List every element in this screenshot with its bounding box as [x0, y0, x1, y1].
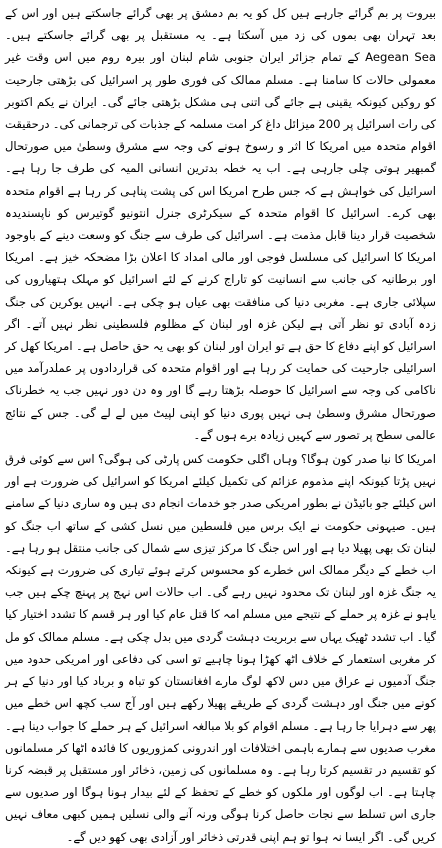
article-paragraph-2: امریکا کا نیا صدر کون ہوگا؟ وہاں اگلی حکومت کس پارٹی کی ہوگی؟ اس سے کوئی فرق نہیں پڑتا کیونکہ اپنے مذموم عزائم کی تکمیل کیلئے امریکا کو اسرائیل کی ضرورت ہے اور اس کیلئے جو بائیڈن نے بطور امریکی صدر جو خدمات انجام دی ہیں وہ ساری دنیا کے سامنے ہیں۔ صیہونی حکومت نے ایک برس میں فلسطین میں نسل کشی کے ساتھ اب جنگ کو لبنان تک بھی پھیلا دیا ہے اور اس جنگ کا مرکز تیزی سے شمال کی جانب منتقل ہو رہا ہے۔ اب خطے کے دیگر ممالک اس خطرے کو محسوس کرتے ہوئے تیاری کی ضرورت ہے کیونکہ یہ جنگ غزہ اور لبنان تک محدود نہیں رہے گی۔ اب حالات اس نہج پر پہنچ چکے ہیں جب یاہو نے غزہ پر حملے کے نتیجے میں مسلم امہ کا قتل عام کیا اور ہر قسم کا تشدد اختیار کیا گیا۔ اب تشدد ٹھیک یہاں سے بربریت دہشت گردی میں بدل چکی ہے۔ مسلم ممالک کو مل کر مغربی استعمار کے خلاف اٹھ کھڑا ہونا چاہیے تو اسی کی دفاعی اور امریکی حدود میں جنگ آدمیوں نے عراق میں دس لاکھ لوگ مارے افغانستان کو تباہ و برباد کیا اور دنیا کے ہر کونے میں جنگ اور دہشت گردی کے طریقے پھیلا رکھے ہیں اور آج سب کچھ اس خطے میں پھر سے دہرایا جا رہا ہے۔ مسلم اقوام کو بلا مبالغہ اسرائیل کے ہر حملے کا جواب دینا ہے۔ مغرب صدیوں سے ہمارے باہمی اختلافات اور اندرونی کمزوریوں کا فائدہ اٹھا کر مسلمانوں کو تقسیم در تقسیم کرتا رہا ہے۔ وہ مسلمانوں کی زمین، ذخائر اور مستقبل پر قبضہ کرنا چاہتا ہے۔ اب لوگوں اور ملکوں کو خطے کے تحفظ کے لئے بیدار ہونا ہوگا اور صدیوں سے جاری اس تسلط سے نجات حاصل کرنا ہوگی ورنہ آنے والی نسلیں ہمیں کبھی معاف نہیں کریں گی۔ اگر ایسا نہ ہوا تو ہم اپنی قدرتی ذخائر اور آزادی بھی کھو دیں گے۔	[5, 452, 436, 844]
article-paragraph-1: بیروت پر بم گرائے جارہے ہیں کل کو یہ بم دمشق پر بھی گرائے جاسکتے ہیں اور اس کے بعد تہران بھی بموں کی زد میں آسکتا ہے۔ یہ مستقبل پر بھی گرائے جاسکتے ہیں۔ Aegean Sea کے تمام جزائر ایران جنوبی شام لبنان اور بیرہ روم میں اس وقت غیر معمولی حالات کا سامنا ہے۔ مسلم ممالک کی فوری طور پر اسرائیل کی بڑھتی جارحیت کو روکیں کیونکہ یقینی ہے جائے گی اتنی ہی مشکل بڑھتی جائے گی۔ ایران نے یکم اکتوبر کی رات اسرائیل پر 200 میزائل داغ کر امت مسلمہ کے جذبات کی ترجمانی کی۔ درحقیقت اقوام متحدہ میں امریکا کا اثر و رسوخ ہونے کی وجہ سے مشرق وسطیٰ میں صورتحال گمبھیر ہوتی چلی جارہی ہے۔ اب یہ خطہ بدترین انسانی المیہ کی طرف جا رہا ہے۔ اسرائیل کی خواہش ہے کہ جس طرح امریکا اس کی پشت پناہی کر رہا ہے اقوام متحدہ بھی کرے۔ اسرائیل کا اقوام متحدہ کے سیکرٹری جنرل انتونیو گوتیرس کو ناپسندیدہ شخصیت قرار دینا قابل مذمت ہے۔ اسرائیل کی طرف سے جنگ کو وسعت دینے کے باوجود امریکا کا اسرائیل کی مسلسل فوجی اور مالی امداد کا اعلان بڑا مضحکہ خیز ہے۔ امریکا اور برطانیہ کی جانب سے انسانیت کو تاراج کرنے کے لئے اسرائیل کو مہلک ہتھیاروں کی سپلائی جاری ہے۔ مغربی دنیا کی منافقت بھی عیاں ہو چکی ہے۔ انہیں یوکرین کی جنگ زدہ آبادی تو نظر آتی ہے لیکن غزہ اور لبنان کے مظلوم فلسطینی نظر نہیں آتے۔ اگر اسرائیل کو اپنے دفاع کا حق ہے تو ایران اور لبنان کو بھی یہ حق حاصل ہے۔ امریکا کھل کر اسرائیلی جارحیت کی حمایت کر رہا ہے اور اقوام متحدہ کی قراردادوں پر عملدرآمد میں ناکامی کی وجہ سے اسرائیل کا حوصلہ بڑھتا رہے گا اور وہ دن دور نہیں جب یہ خطرناک صورتحال مشرق وسطیٰ ہی نہیں پوری دنیا کو اپنی لپیٹ میں لے لے گی۔ جس کے نتائج عالمی سطح پر تصور سے کہیں زیادہ برے ہوں گے۔	[5, 6, 436, 442]
article-body	[5, 2, 436, 848]
